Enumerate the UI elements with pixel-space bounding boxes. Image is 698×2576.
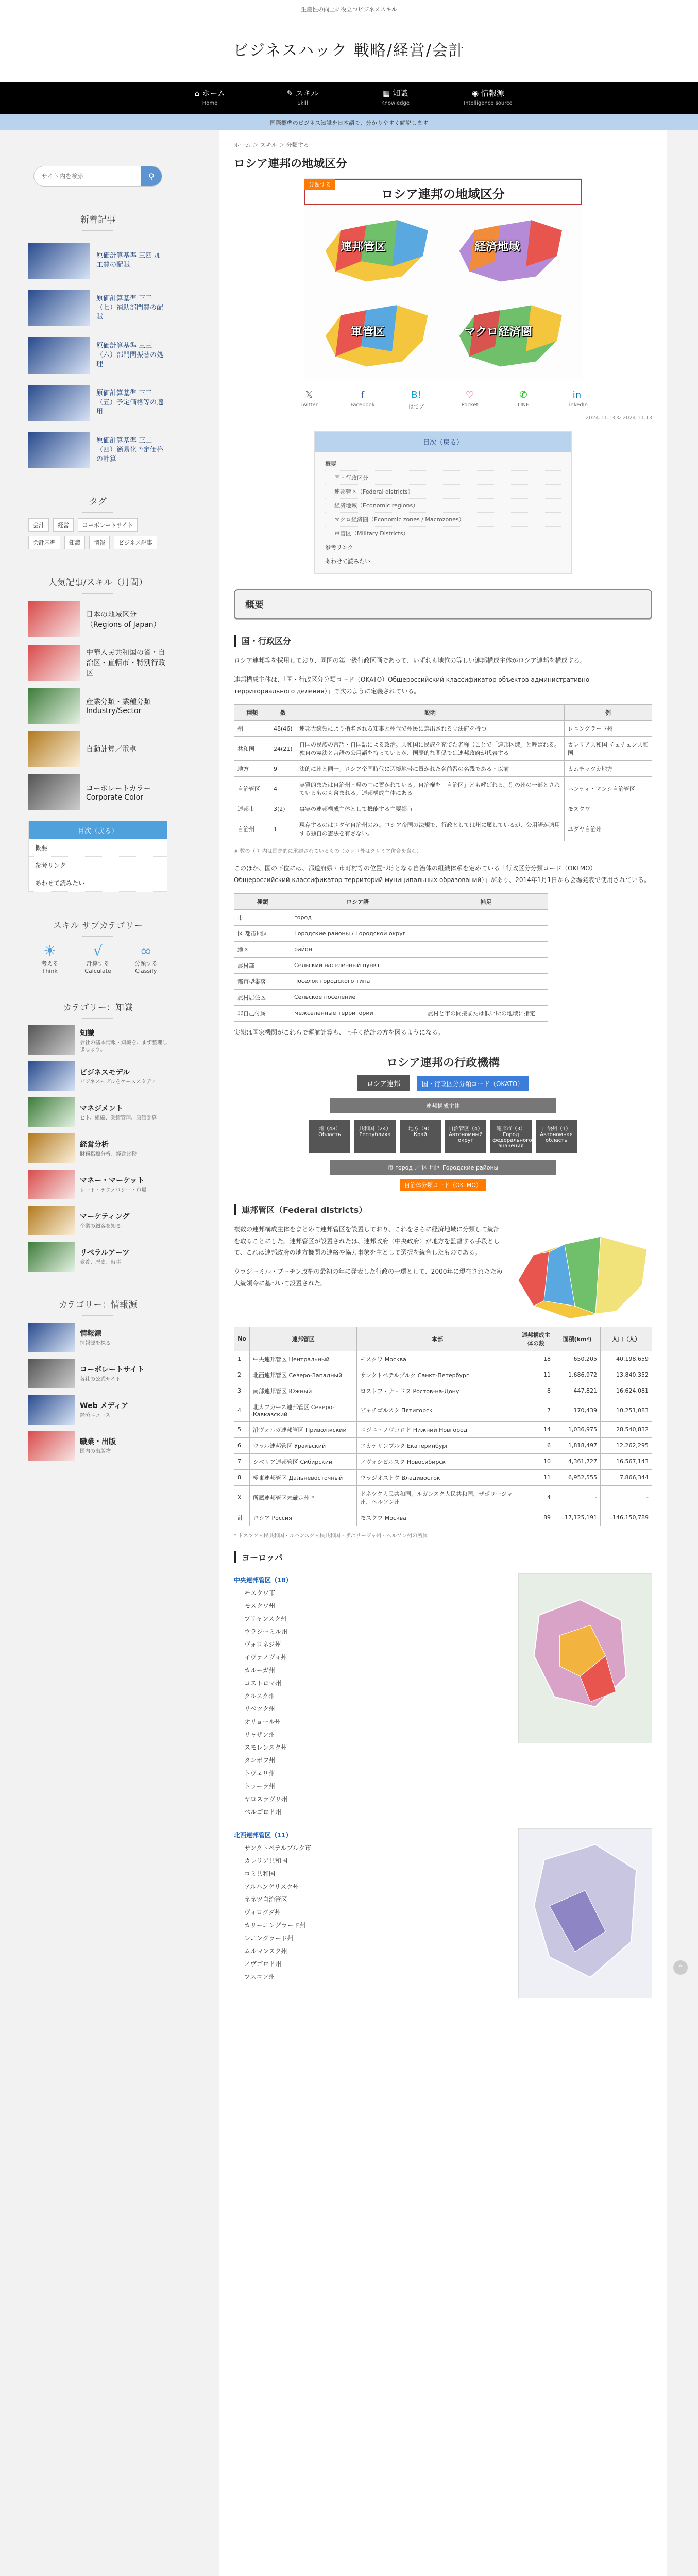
share-facebook[interactable]: f Facebook [347, 389, 378, 410]
info-bar: 国際標準のビジネス知識を日本語で、分かりやすく解説します [0, 114, 698, 130]
list-item[interactable]: モスクワ市 [244, 1589, 276, 1597]
category-item[interactable]: ビジネスモデル ビジネスモデルをケーススタディ [28, 1061, 167, 1091]
table-row: 7 シベリア連邦管区 Сибирский ノヴォシビルスク Новосибирск 10 4,361,727 16,567,143 [234, 1453, 652, 1469]
toc-title[interactable]: 目次（戻る） [315, 432, 571, 452]
northwest-district-list [234, 1828, 652, 1998]
new-post-item[interactable]: 原価計算基準 三三（五）予定価格等の適用 [28, 385, 167, 421]
skill-grid [23, 942, 173, 974]
category-item[interactable]: マネジメント ヒト、組織、業績管理、原価計算 [28, 1097, 167, 1127]
map-economic-regions: 経済地域 [444, 210, 577, 292]
site-title-area [0, 15, 698, 82]
table-row: 自治州 1 現存するのはユダヤ自治州のみ。ロシア帝国の法規で、行政としては州に属しているが、公用語が適用する独自の憲法を有さない。 ユダヤ自治州 [234, 817, 652, 841]
list-item[interactable]: ウラジーミル州 [244, 1628, 288, 1635]
section-heading-europe: ヨーロッパ [234, 1551, 652, 1563]
category-thumbnail [28, 1170, 75, 1199]
nav-source[interactable]: ◉ 情報源 Intelligence source [464, 89, 513, 106]
category-item[interactable]: 情報源 情報源を探る [28, 1323, 167, 1352]
paragraph: ウラジーミル・プーチン政権の最初の年に発表した行政の一環として、2000年に現在されたため大統領令に基づいて設置された。 [234, 1268, 503, 1287]
post-thumbnail [28, 731, 80, 767]
global-nav [0, 82, 698, 114]
table-row: 州 48(46) 連邦大統領により指名される知事と州代で州民に選出される立法府を持つ レニングラード州 [234, 721, 652, 737]
category-item[interactable]: 経営分析 財務指標分析、経営比較 [28, 1133, 167, 1163]
category-item[interactable]: 知識 会社の基本情報・知識を、まず整理しましょう。 [28, 1025, 167, 1055]
table-row: 地区 район [234, 941, 548, 957]
ranking-item[interactable]: 日本の地域区分（Regions of Japan） [28, 601, 167, 637]
list-heading[interactable]: 中央連邦管区（18） [234, 1576, 292, 1584]
table-row: 1 中央連邦管区 Центральный モスクワ Москва 18 650,205 40,198,659 [234, 1351, 652, 1367]
scroll-top-button[interactable]: ⌃ [673, 1960, 688, 1975]
toc-item[interactable]: 連邦管区（Federal districts） [325, 485, 561, 499]
list-item[interactable]: モスクワ州 [244, 1602, 276, 1609]
federal-districts-map [513, 1224, 652, 1327]
share-line[interactable]: ✆ LINE [508, 389, 539, 410]
northwest-district-map [518, 1828, 652, 1998]
table-row: 連邦市 3(2) 事実の連邦構成主体として機能する主要都市 モスクワ [234, 801, 652, 817]
share-pocket[interactable]: ♡ Pocket [454, 389, 485, 410]
table-row: 6 ウラル連邦管区 Уральский エカテリンブルク Екатеринбург 6 1,818,497 12,262,295 [234, 1437, 652, 1453]
search-icon[interactable]: ⚲ [141, 166, 162, 187]
ranking-item[interactable]: 自動計算／電卓 [28, 731, 167, 767]
facebook-icon: f [361, 389, 365, 400]
list-item[interactable]: レニングラード州 [244, 1934, 294, 1942]
table-row: 5 沿ヴォルガ連邦管区 Приволжский ニジニ・ノヴゴロド Нижний Новгород 14 1,036,975 28,540,832 [234, 1421, 652, 1437]
tag-cloud [23, 518, 173, 549]
list-item[interactable]: オリョール州 [244, 1718, 281, 1725]
oktmo-label: 自治体分類コード（OKTMO） [400, 1179, 486, 1191]
calculator-icon: √ [93, 942, 103, 959]
list-item[interactable]: コミ共和国 [244, 1870, 276, 1877]
admin-table: 種類 数 説明 例 州 48(46) 連邦大統領により指名される知事と州代で州民に選出される立法府を持つ レニングラード州 共和国 24(21) 自国の民族の言語・自国語による政治。共和国に民族を充てた名称（ことで「連邦区域」と呼ばれる。独自の憲法と言語の公用語を持っているが、国際的な関係では連邦政府が代表する カレリア共和国 チェチェン共和国 地方 9 法的に州と同一。ロシア帝国時代に辺境地帯に置かれた名前習の名残である・以前 カムチャツカ地方 自治管区 4 実質的または自治州・県の中に置かれている。自治権を「自治区」ども呼ばれる。別の州の一部とされているものも含まれる。連邦構成主体にある ハンティ・マンシ自治管区 連邦市 3(2) 事実の連邦構成主体として機能する主要都市 モスクワ 自治州 1 現存するのはユダヤ自治州のみ。ロシア帝国の法規で、行政としては州に属しているが、公用語が適用する独自の憲法を有さない。 ユダヤ自治州 [234, 704, 652, 841]
new-posts-title: 新着記事 [23, 212, 173, 231]
page-title: ロシア連邦の地域区分 [234, 158, 348, 171]
list-item[interactable]: タンボフ州 [244, 1756, 276, 1764]
paragraph: 複数の連邦構成主体をまとめて連邦管区を設置しており、これをさらに経済地域に分類して統計を取ることにした。連邦管区が設置されたは、連邦政府（中央政府）が地方を監督する手段として、これは連邦政府の地方機関の連絡や協力事象を主として選択を統合したものである。 [234, 1225, 500, 1257]
category-badge[interactable]: 分類する [304, 179, 335, 190]
org-box: 州（48）Область [309, 1120, 350, 1153]
category-thumbnail [28, 1431, 75, 1461]
skill-calculate[interactable]: √ 計算する Calculate [76, 942, 119, 974]
pocket-icon: ♡ [465, 389, 474, 400]
category-knowledge-title: カテゴリー：知識 [23, 1000, 173, 1019]
list-item[interactable]: コストロマ州 [244, 1679, 282, 1687]
tag[interactable]: コーポレートサイト [78, 518, 138, 532]
category-thumbnail [28, 1206, 75, 1235]
table-row: 農村居住区 Сельское поселение [234, 989, 548, 1005]
list-item[interactable]: アルハンゲリスク州 [244, 1883, 299, 1890]
post-thumbnail [28, 774, 80, 810]
map-military-districts: 軍管区 [310, 295, 444, 377]
sidebar-toc-title[interactable]: 目次（戻る） [29, 821, 167, 839]
breadcrumb[interactable]: ホーム ＞ スキル ＞ 分類する [234, 142, 309, 148]
new-post-item[interactable]: 原価計算基準 三三（六）部門間振替の処理 [28, 337, 167, 374]
federal-districts-table: No 連邦管区 本部 連邦構成主体の数 面積(km²) 人口（人） 1 中央連邦管区 Центральный モスクワ Москва 18 650,205 40,198,659 2 北西連邦管区 Северо-Западный サンクトペテルブルク Санкт-Петербург 11 1,686,972 13,840,352 3 南部連邦管区 Южный ロストフ・ナ・ドヌ Ростов-на-Дону 8 447,821 16,624,081 4 北カフカース連邦管区 Северо-Кавказский ピャチゴルスク Пятигорск 7 170,439 10,251,083 5 沿ヴォルガ連邦管区 Приволжский ニジニ・ノヴゴロド Нижний Новгород 14 1,036,975 28,540,832 6 ウラル連邦管区 Уральский エカテリンブルク Екатеринбург 6 1,818,497 12,262,295 7 シベリア連邦管区 Сибирский ノヴォシビルスク Новосибирск 10 4,361,727 16,567,143 8 極東連邦管区 Дальневосточный ウラジオストク Владивосток 11 6,952,555 7,866,344 X 所属連邦管区未確定州 * ドネツク人民共和国、ルガンスク人民共和国、ザポリージャ州、ヘルソン州 4 - - 計 ロシア Россия モスクワ Москва 89 17,125,191 146,150,789 [234, 1327, 652, 1526]
post-thumbnail [28, 337, 90, 374]
list-item[interactable]: リャザン州 [244, 1731, 275, 1738]
list-item[interactable]: カレリア共和国 [244, 1857, 288, 1865]
list-heading[interactable]: 北西連邦管区（11） [234, 1831, 292, 1839]
section-heading-admin: 国・行政区分 [234, 635, 652, 647]
org-box: 地方（9）Край [400, 1120, 441, 1153]
binoculars-icon: ∞ [140, 942, 152, 959]
category-thumbnail [28, 1133, 75, 1163]
home-icon: ⌂ [194, 89, 202, 98]
category-info-title: カテゴリー：情報源 [23, 1297, 173, 1316]
share-twitter[interactable]: 𝕏 Twitter [294, 389, 325, 410]
share-hatena[interactable]: B! はてブ [401, 389, 432, 410]
search-box [33, 166, 162, 187]
table-row: 区 都市地区 Городские районы / Городской округ [234, 925, 548, 941]
ranking-title: 人気記事/スキル（月間） [23, 575, 173, 594]
table-row: 8 極東連邦管区 Дальневосточный ウラジオストク Владивосток 11 6,952,555 7,866,344 [234, 1469, 652, 1485]
sidebar-toc-item[interactable]: あわせて読みたい [29, 874, 167, 892]
list-item[interactable]: ベルゴロド州 [244, 1808, 282, 1816]
hatena-icon: B! [411, 389, 421, 400]
list-item[interactable]: トゥーラ州 [244, 1782, 275, 1790]
new-post-item[interactable]: 原価計算基準 三三（七）補助部門費の配賦 [28, 290, 167, 326]
list-item[interactable]: ノヴゴロド州 [244, 1960, 282, 1968]
tag[interactable]: 会計 [28, 518, 49, 532]
category-thumbnail [28, 1359, 75, 1388]
lightbulb-icon: ☀ [43, 942, 57, 959]
category-thumbnail [28, 1061, 75, 1091]
site-title[interactable]: ビジネスハック 戦略/経営/会計 [233, 42, 465, 60]
table-row: 農村部 Сельский населённый пункт [234, 957, 548, 973]
ranking-item[interactable]: コーポレートカラー Corporate Color [28, 774, 167, 810]
central-district-map [518, 1573, 652, 1743]
post-thumbnail [28, 290, 90, 326]
new-post-item[interactable]: 原価計算基準 三二（四）簡易化予定価格の計算 [28, 432, 167, 468]
category-item[interactable]: マーケティング 企業の顧客を知る [28, 1206, 167, 1235]
table-note: ※ 数の（ ）内は国際的に承認されているもの（カッコ外はクリミア併合を含む） [234, 849, 422, 855]
skill-classify[interactable]: ∞ 分類する Classify [125, 942, 167, 974]
tag[interactable]: 会計基準 [28, 536, 60, 549]
eyecatch-banner: ロシア連邦の地域区分 [304, 179, 582, 205]
toc-item[interactable]: 経済地域（Economic regions） [325, 499, 561, 513]
org-box: 共和国（24）Республика [354, 1120, 396, 1153]
list-item[interactable]: カリーニングラード州 [244, 1921, 306, 1929]
skill-icon: ✎ [286, 89, 296, 98]
article [219, 130, 667, 2576]
table-row: 地方 9 法的に州と同一。ロシア帝国時代に辺境地帯に置かれた名前習の名残である・以前 カムチャツカ地方 [234, 761, 652, 777]
section-heading-federal: 連邦管区（Federal districts） [234, 1204, 652, 1215]
category-item[interactable]: コーポレートサイト 各社の公式サイト [28, 1359, 167, 1388]
list-item[interactable]: ヤロスラヴリ州 [244, 1795, 288, 1803]
org-top: ロシア連邦 [357, 1075, 410, 1091]
toc-item[interactable]: 概要 [325, 457, 561, 471]
post-thumbnail [28, 645, 80, 681]
search-input[interactable] [34, 173, 141, 180]
post-thumbnail [28, 601, 80, 637]
municipal-table: 種類 ロシア語 補足 市 город 区 都市地区 Городские районы / Городской округ 地区 район 農村部 Сельский населённый пункт 都市型集落 посёлок городского типа 農村居住区 Сельское поселение 非自己付属 межселенные территории 農村と市の間接または低い所の地域に指定 [234, 893, 548, 1022]
share-buttons [234, 389, 652, 410]
knowledge-icon: ▦ [383, 89, 393, 98]
share-linkedin[interactable]: in LinkedIn [561, 389, 592, 410]
tag[interactable]: 知識 [64, 536, 85, 549]
ranking-item[interactable]: 中華人民共和国の省・自治区・直轄市・特別行政区 [28, 645, 167, 681]
region-list [234, 1828, 508, 1998]
table-row: 3 南部連邦管区 Южный ロストフ・ナ・ドヌ Ростов-на-Дону 8 447,821 16,624,081 [234, 1383, 652, 1399]
toc-item[interactable]: 国・行政区分 [325, 471, 561, 485]
post-thumbnail [28, 243, 90, 279]
skill-title: スキル サブカテゴリー [23, 918, 173, 937]
list-item[interactable]: クルスク州 [244, 1692, 275, 1700]
table-of-contents [314, 431, 572, 574]
nav-skill[interactable]: ✎ スキル Skill [286, 89, 319, 106]
list-item[interactable]: イヴァノヴォ州 [244, 1653, 287, 1661]
twitter-icon: 𝕏 [305, 389, 313, 400]
sidebar [23, 166, 173, 1467]
tag[interactable]: 経営 [53, 518, 74, 532]
source-icon: ◉ [472, 89, 481, 98]
list-item[interactable]: プスコフ州 [244, 1973, 275, 1980]
table-row: 4 北カフカース連邦管区 Северо-Кавказский ピャチゴルスク Пятигорск 7 170,439 10,251,083 [234, 1399, 652, 1421]
sidebar-toc-item[interactable]: 参考リンク [29, 857, 167, 874]
table-row: 2 北西連邦管区 Северо-Западный サンクトペテルブルク Санкт-Петербург 11 1,686,972 13,840,352 [234, 1367, 652, 1383]
line-icon: ✆ [519, 389, 527, 400]
list-item[interactable]: ヴォロネジ州 [244, 1640, 281, 1648]
category-item[interactable]: マネー・マーケット レート・テクノロジー・市場 [28, 1170, 167, 1199]
table-row: 計 ロシア Россия モスクワ Москва 89 17,125,191 146,150,789 [234, 1510, 652, 1526]
table-row: X 所属連邦管区未確定州 * ドネツク人民共和国、ルガンスク人民共和国、ザポリージャ州、ヘルソン州 4 - - [234, 1485, 652, 1510]
table-row: 自治管区 4 実質的または自治州・県の中に置かれている。自治権を「自治区」ども呼ばれる。別の州の一部とされているものも含まれる。連邦構成主体にある ハンティ・マンシ自治管区 [234, 777, 652, 801]
org-box: 自治州（1）Автономная область [536, 1120, 577, 1153]
toc-item[interactable]: 軍管区（Military Districts） [325, 527, 561, 540]
toc-item[interactable]: あわせて読みたい [325, 554, 561, 568]
tag[interactable]: ビジネス記事 [114, 536, 157, 549]
federal-intro [234, 1224, 652, 1327]
skill-think[interactable]: ☀ 考える Think [28, 942, 71, 974]
section-heading-overview: 概要 [234, 589, 652, 619]
category-thumbnail [28, 1025, 75, 1055]
ranking-item[interactable]: 産業分類・業種分類 Industry/Sector [28, 688, 167, 724]
org-box: 連邦市（3）Город федерального значения [490, 1120, 532, 1153]
table-row: 市 город [234, 909, 548, 925]
okato-label: 国・行政区分分類コード（OKATO） [417, 1076, 529, 1091]
category-item[interactable]: 職業・出版 国内の出版物 [28, 1431, 167, 1461]
list-item[interactable]: カルーガ州 [244, 1666, 275, 1674]
nav-home[interactable]: ⌂ ホーム Home [194, 89, 226, 106]
category-thumbnail [28, 1242, 75, 1272]
paragraph: 実態は国家機関がこれらで運航計算も、上手く統計の方を図るようになる。 [234, 1028, 444, 1036]
category-thumbnail [28, 1395, 75, 1425]
table-row: 都市型集落 посёлок городского типа [234, 973, 548, 989]
list-item[interactable]: トヴェリ州 [244, 1769, 275, 1777]
list-item[interactable]: ヴォログダ州 [244, 1908, 281, 1916]
category-thumbnail [28, 1097, 75, 1127]
org-chart [288, 1054, 598, 1191]
eyecatch-image [304, 178, 582, 379]
list-item[interactable]: ムルマンスク州 [244, 1947, 287, 1955]
region-list [234, 1573, 508, 1818]
org-subjects-bar: 連邦構成主体 [330, 1098, 556, 1113]
sidebar-toc [28, 821, 167, 892]
toc-item[interactable]: マクロ経済圏（Economic zones / Macrozones） [325, 513, 561, 527]
list-item[interactable]: スモレンスク州 [244, 1743, 287, 1751]
category-item[interactable]: Web メディア 経済ニュース [28, 1395, 167, 1425]
org-row [288, 1120, 598, 1153]
nav-knowledge[interactable]: ▦ 知識 Knowledge [381, 89, 410, 106]
org-chart-title: ロシア連邦の行政機構 [386, 1056, 500, 1070]
linkedin-icon: in [572, 389, 582, 400]
post-thumbnail [28, 688, 80, 724]
org-box: 自治管区（4）Автономный округ [445, 1120, 486, 1153]
table-row: 共和国 24(21) 自国の民族の言語・自国語による政治。共和国に民族を充てた名称（ことで「連邦区域」と呼ばれる。独自の憲法と言語の公用語を持っているが、国際的な関係では連邦政府が代表する カレリア共和国 チェチェン共和国 [234, 737, 652, 761]
list-item[interactable]: サンクトペテルブルク市 [244, 1844, 311, 1852]
org-municipal-bar: 市 город ／ 区 地区 Городские районы [330, 1160, 556, 1175]
map-federal-districts: 連邦管区 [310, 210, 444, 292]
tag[interactable]: 情報 [89, 536, 110, 549]
sidebar-toc-item[interactable]: 概要 [29, 839, 167, 857]
central-district-list [234, 1573, 652, 1818]
category-item[interactable]: リベラルアーツ 教養、歴史、時事 [28, 1242, 167, 1272]
post-thumbnail [28, 385, 90, 421]
post-date: 2024.11.13 ↻ 2024.11.13 [585, 415, 652, 421]
table-note: * ドネツク人民共和国・ルハンスク人民共和国・ザポリージャ州・ヘルソン州の所属 [234, 1533, 428, 1539]
map-macro-zones: マクロ経済圏 [444, 295, 577, 377]
site-tagline: 生産性の向上に役立つビジネススキル [0, 0, 698, 15]
toc-item[interactable]: 参考リンク [325, 540, 561, 554]
list-item[interactable]: ブリャンスク州 [244, 1615, 287, 1622]
paragraph: このほか、国の下位には、都道府県・市町村等の位置づけとなる自治体の組織体系を定めている「行政区分分類コード（OKTMO）Общероссийский классификатор территорий муниципальных образований）」があり、2014年1月1日から会場発表で使用されている。 [234, 865, 651, 884]
table-row: 非自己付属 межселенные территории 農村と市の間接または低い所の地域に指定 [234, 1005, 548, 1021]
category-thumbnail [28, 1323, 75, 1352]
new-post-item[interactable]: 原価計算基準 三四 加工費の配賦 [28, 243, 167, 279]
list-item[interactable]: リペツク州 [244, 1705, 275, 1713]
post-thumbnail [28, 432, 90, 468]
tags-title: タグ [23, 494, 173, 513]
paragraph: 連邦構成主体は、「国・行政区分分類コード（OKATO）Общероссийский классификатор объектов административно-территориального деления）」で次のように定義されている。 [234, 675, 592, 695]
paragraph: ロシア連邦等を採用しており、同国の第一級行政区画であって、いずれも地位の等しい連邦構成主体がロシア連邦を構成する。 [234, 657, 586, 664]
list-item[interactable]: ネネツ自治管区 [244, 1895, 287, 1903]
